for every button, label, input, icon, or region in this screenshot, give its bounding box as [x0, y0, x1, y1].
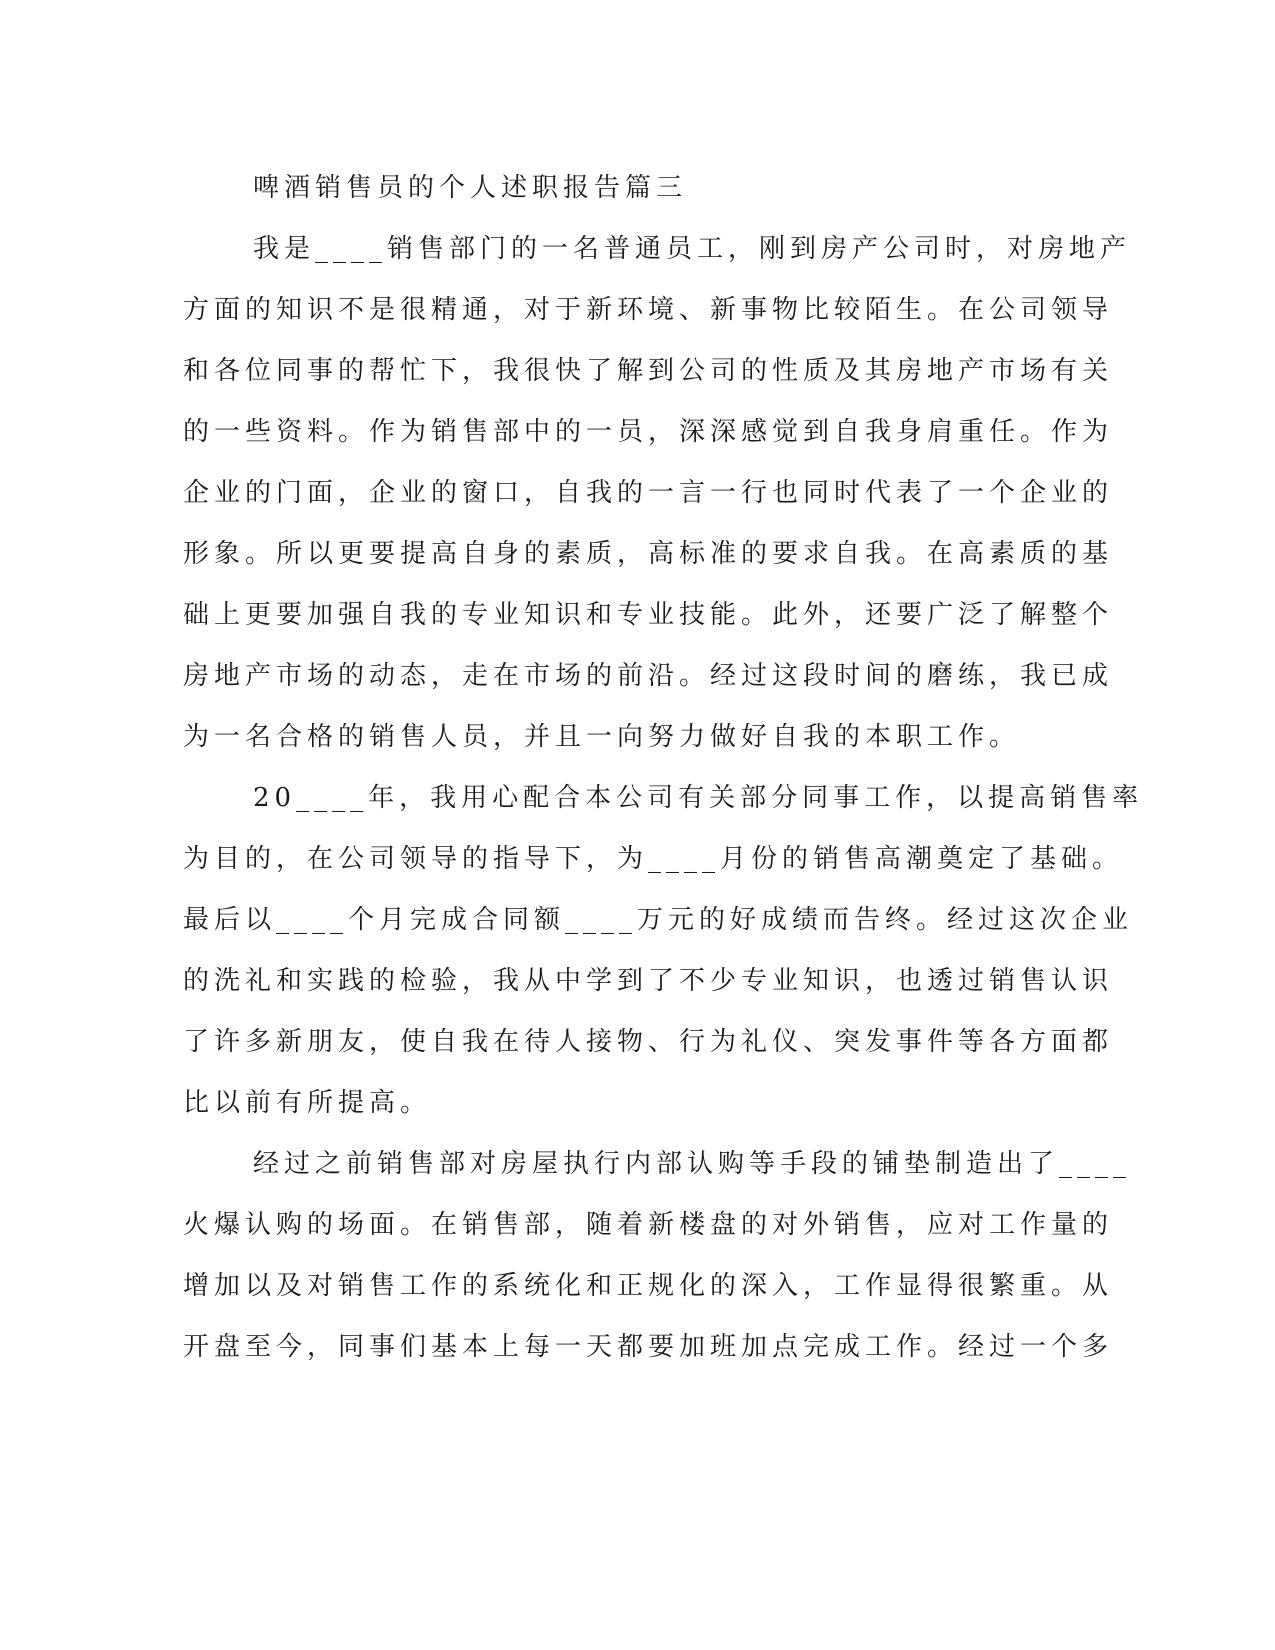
paragraph-line: 方面的知识不是很精通，对于新环境、新事物比较陌生。在公司领导 — [183, 295, 1114, 325]
paragraph-line: 形象。所以更要提高自身的素质，高标准的要求自我。在高素质的基 — [183, 539, 1114, 569]
paragraph-line: 20____年，我用心配合本公司有关部分同事工作，以提高销售率 — [253, 783, 1144, 813]
paragraph-line: 最后以____个月完成合同额____万元的好成绩而告终。经过这次企业 — [183, 905, 1134, 935]
paragraph-line: 火爆认购的场面。在销售部，随着新楼盘的对外销售，应对工作量的 — [183, 1210, 1114, 1240]
paragraph-line: 为一名合格的销售人员，并且一向努力做好自我的本职工作。 — [183, 722, 1021, 752]
paragraph-1 — [183, 219, 1132, 768]
paragraph-line: 的洗礼和实践的检验，我从中学到了不少专业知识，也透过销售认识 — [183, 966, 1114, 996]
document-title: 啤酒销售员的个人述职报告篇三 — [253, 173, 688, 203]
paragraph-line: 开盘至今，同事们基本上每一天都要加班加点完成工作。经过一个多 — [183, 1332, 1114, 1362]
paragraph-line: 我是____销售部门的一名普通员工，刚到房产公司时，对房地产 — [253, 234, 1132, 264]
paragraph-2 — [183, 768, 1144, 1134]
paragraph-line: 和各位同事的帮忙下，我很快了解到公司的性质及其房地产市场有关 — [183, 356, 1114, 386]
paragraph-line: 企业的门面，企业的窗口，自我的一言一行也同时代表了一个企业的 — [183, 478, 1114, 508]
paragraph-line: 了许多新朋友，使自我在待人接物、行为礼仪、突发事件等各方面都 — [183, 1027, 1114, 1057]
paragraph-line: 比以前有所提高。 — [183, 1088, 432, 1118]
paragraph-line: 经过之前销售部对房屋执行内部认购等手段的铺垫制造出了____ — [253, 1149, 1132, 1179]
paragraph-line: 为目的，在公司领导的指导下，为____月份的销售高潮奠定了基础。 — [183, 844, 1124, 874]
paragraph-line: 础上更要加强自我的专业知识和专业技能。此外，还要广泛了解整个 — [183, 600, 1114, 630]
paragraph-line: 增加以及对销售工作的系统化和正规化的深入，工作显得很繁重。从 — [183, 1271, 1114, 1301]
paragraph-line: 房地产市场的动态，走在市场的前沿。经过这段时间的磨练，我已成 — [183, 661, 1114, 691]
paragraph-3 — [183, 1134, 1132, 1378]
document-body — [183, 158, 1144, 1378]
paragraph-line: 的一些资料。作为销售部中的一员，深深感觉到自我身肩重任。作为 — [183, 417, 1114, 447]
